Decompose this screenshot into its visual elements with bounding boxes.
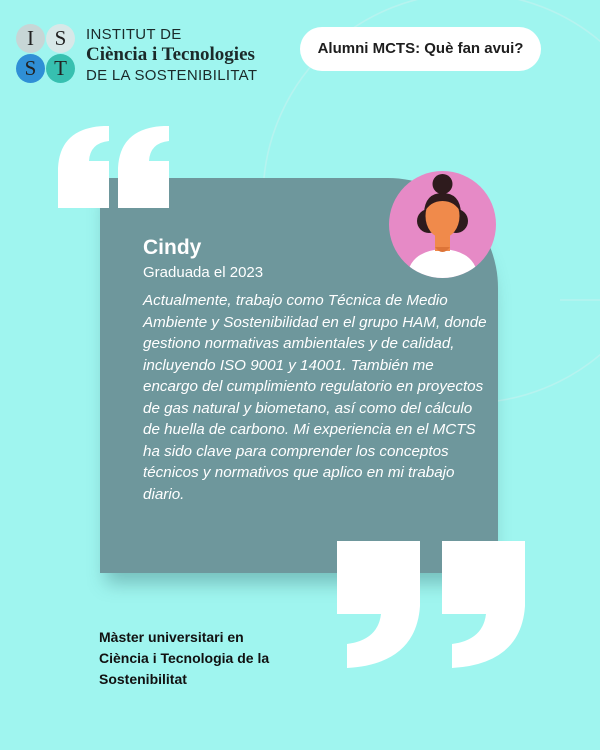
logo-letter: S [16, 54, 45, 83]
alumni-pill: Alumni MCTS: Què fan avui? [300, 27, 541, 71]
logo-letter: I [16, 24, 45, 53]
institute-line-2: Ciència i Tecnologies [86, 44, 255, 65]
logo-letter: T [46, 54, 75, 83]
testimonial-quote: Actualmente, trabajo como Técnica de Medio Ambiente y Sostenibilidad en el grupo HAM, donde gestiono normativas ambientales y de calidad, incluyendo ISO 9001 y 14001. También me encargo del cumplimiento regulatorio en proyectos de gas natural y biometano, así como del cálculo de huella de carbono. Mi experiencia en el MCTS ha sido clave para comprender los conceptos técnicos y normativos que aplico en mi trabajo diario. [143, 292, 487, 503]
institute-line-1: INSTITUT DE [86, 26, 182, 43]
avatar-icon [389, 171, 496, 278]
logo-letter: S [46, 24, 75, 53]
program-line-2: Ciència i Tecnologia de la [99, 650, 270, 666]
institute-line-3: DE LA SOSTENIBILITAT [86, 67, 258, 84]
program-line-3: Sostenibilitat [99, 671, 187, 687]
isst-logo [16, 24, 78, 86]
testimonial-subtitle: Graduada el 2023 [143, 264, 264, 281]
program-title [99, 627, 359, 690]
program-line-1: Màster universitari en [99, 629, 244, 645]
testimonial-name: Cindy [143, 236, 202, 259]
institute-name [86, 26, 257, 84]
